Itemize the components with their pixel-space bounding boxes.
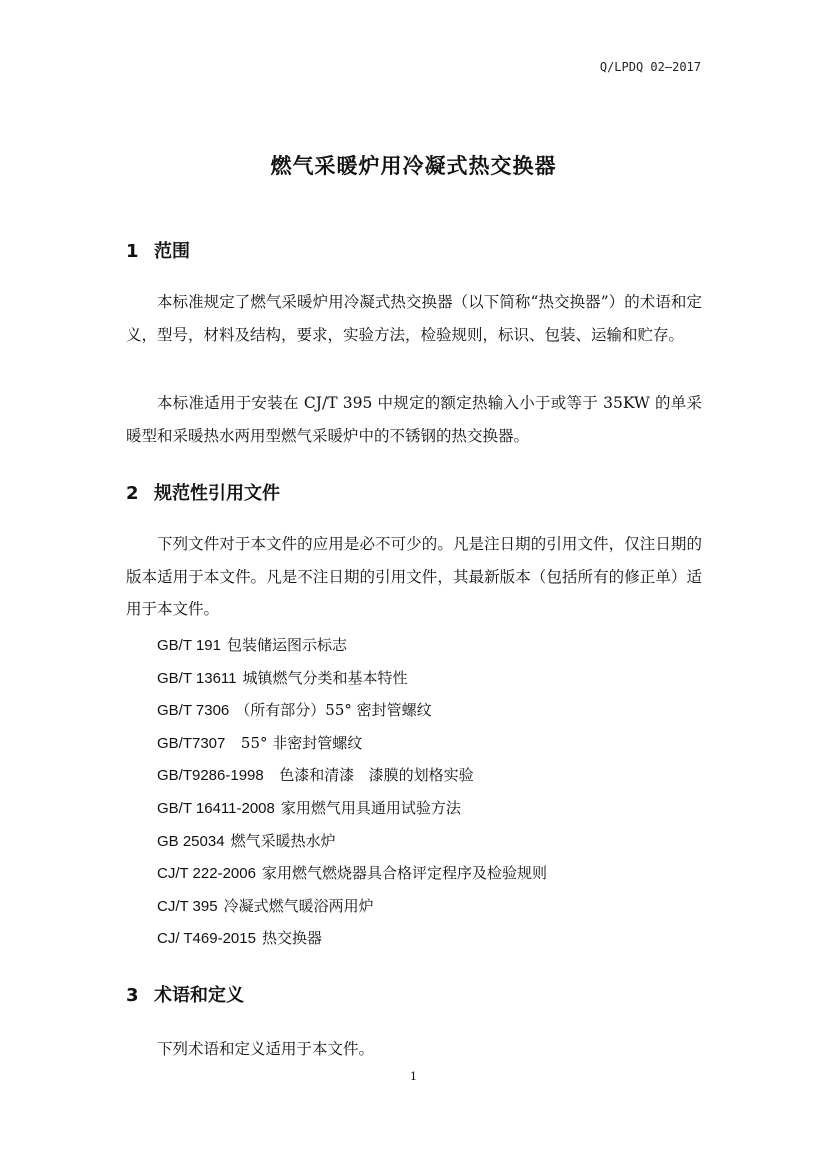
reference-code: GB 25034 (157, 832, 225, 850)
reference-title: 包装储运图示标志 (226, 636, 347, 654)
reference-item (157, 759, 547, 792)
reference-item (157, 825, 547, 858)
reference-item (157, 662, 547, 695)
reference-title: 冷凝式燃气暖浴两用炉 (223, 896, 374, 915)
reference-title: （所有部分）55° 密封管螺纹 (235, 701, 432, 720)
reference-code: CJ/ T469-2015 (157, 930, 256, 948)
section-1-heading (126, 237, 190, 263)
reference-title: 家用燃气用具通用试验方法 (280, 798, 461, 817)
reference-code: CJ/T 395 (157, 897, 218, 915)
reference-code: GB/T9286-1998 (157, 767, 264, 785)
section-3-heading (126, 981, 244, 1007)
section-number: 1 (126, 241, 139, 262)
normative-references-list (157, 629, 547, 955)
document-title: 燃气采暖炉用冷凝式热交换器 (270, 154, 557, 178)
section-title: 范围 (154, 241, 190, 262)
reference-item (157, 694, 547, 727)
reference-code: GB/T 13611 (157, 669, 237, 687)
standard-code: Q/LPDQ 02—2017 (599, 60, 701, 74)
reference-title: 色漆和清漆 漆膜的划格实验 (269, 766, 474, 785)
reference-item (157, 857, 547, 890)
section-2-heading (126, 479, 280, 505)
reference-code: GB/T 191 (157, 637, 221, 654)
reference-item (157, 727, 547, 760)
section-2-paragraph-1: 下列文件对于本文件的应用是必不可少的。凡是注日期的引用文件，仅注日期的版本适用于本文件。凡是不注日期的引用文件，其最新版本（包括所有的修正单）适用于本文件。 (126, 535, 702, 618)
section-title: 规范性引用文件 (154, 483, 280, 504)
section-number: 3 (126, 985, 139, 1006)
reference-item (157, 792, 547, 825)
reference-code: GB/T 16411-2008 (157, 799, 275, 817)
reference-title: 燃气采暖热水炉 (230, 831, 336, 850)
reference-item (157, 629, 547, 662)
reference-code: CJ/T 222-2006 (157, 865, 256, 883)
reference-title: 家用燃气燃烧器具合格评定程序及检验规则 (261, 864, 547, 883)
reference-code: GB/T 7306 (157, 702, 230, 720)
reference-title: 热交换器 (261, 929, 322, 948)
page-number: 1 (410, 1070, 417, 1083)
section-1-paragraph-1: 本标准规定了燃气采暖炉用冷凝式热交换器（以下简称“热交换器”）的术语和定义，型号，材料及结构，要求，实验方法，检验规则，标识、包装、运输和贮存。 (126, 293, 702, 344)
section-number: 2 (126, 483, 139, 504)
section-1-paragraph-2: 本标准适用于安装在 CJ/T 395 中规定的额定热输入小于或等于 35KW 的单采暖型和采暖热水两用型燃气采暖炉中的不锈钢的热交换器。 (126, 394, 702, 445)
reference-item (157, 890, 547, 923)
reference-title: 55° 非密封管螺纹 (231, 733, 363, 752)
reference-item (157, 922, 547, 955)
reference-code: GB/T7307 (157, 734, 226, 752)
reference-title: 城镇燃气分类和基本特性 (242, 668, 408, 687)
section-title: 术语和定义 (154, 985, 244, 1006)
section-3-paragraph-1: 下列术语和定义适用于本文件。 (157, 1040, 375, 1058)
